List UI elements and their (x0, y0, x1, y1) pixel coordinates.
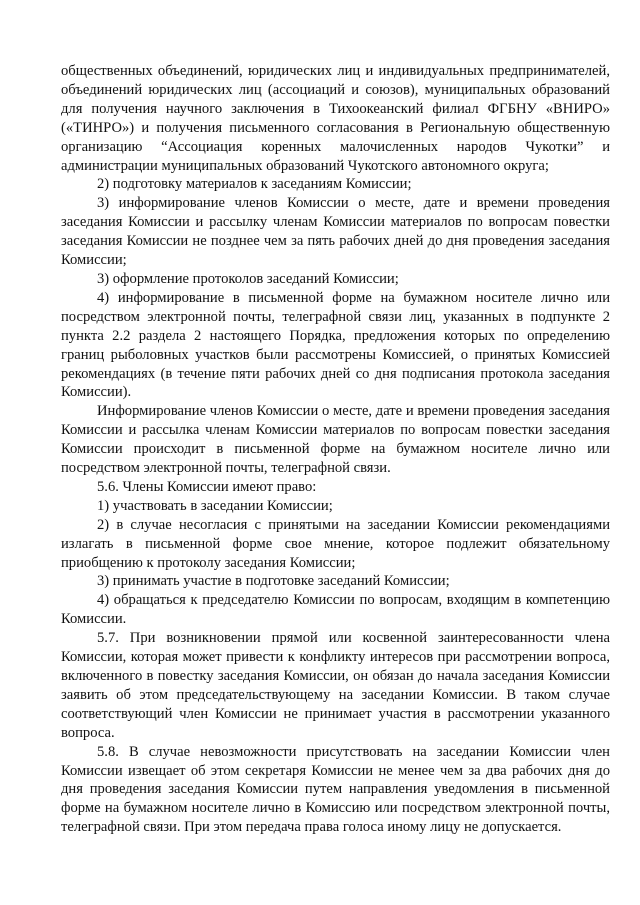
paragraph-item-4-informing: 4) информирование в письменной форме на бумажном носителе лично или посредством электронной почты, телеграфной связи лиц, указанных в подпункте 2 пункта 2.2 раздела 2 настоящего Порядка, предложения которых по определению границ рыболовных участков были рассмотрены Комиссией, о принятых Комиссией рекомендациях (в течение пяти рабочих дней со дня подписания протокола заседания Комиссии). (61, 289, 610, 401)
paragraph-right-1: 1) участвовать в заседании Комиссии; (97, 497, 333, 514)
paragraph-right-3: 3) принимать участие в подготовке заседаний Комиссии; (97, 573, 450, 590)
paragraph-item-3-informing: 3) информирование членов Комиссии о месте, дате и времени проведения заседания Комиссии и рассылку членам Комиссии материалов по вопросам повестки заседания Комиссии не позднее чем за пять рабочих дней до дня проведения заседания Комиссии; (61, 195, 610, 269)
paragraph-item-3-protocols: 3) оформление протоколов заседаний Комиссии; (97, 270, 399, 287)
paragraph-item-2-preparation: 2) подготовку материалов к заседаниям Комиссии; (97, 176, 412, 193)
document-body (61, 62, 610, 837)
paragraph-continuation: общественных объединений, юридических лиц и индивидуальных предпринимателей, объединений юридических лиц (ассоциаций и союзов), муниципальных образований для получения научного заключения в Тихоокеанский филиал ФГБНУ «ВНИРО» («ТИНРО») и получения письменного согласования в Региональную общественную организацию “Ассоциация коренных малочисленных народов Чукотки” и администрации муниципальных образований Чукотского автономного округа; (61, 63, 610, 174)
paragraph-section-5-8: 5.8. В случае невозможности присутствовать на заседании Комиссии член Комиссии извещает об этом секретаря Комиссии не менее чем за два рабочих дня до дня проведения заседания Комиссии путем направления уведомления в письменной форме на бумажном носителе лично в Комиссию или посредством электронной почты, телеграфной связи. При этом передача права голоса иному лицу не допускается. (61, 743, 610, 836)
paragraph-right-2: 2) в случае несогласия с принятыми на заседании Комиссии рекомендациями излагать в письменной форме свое мнение, которое подлежит обязательному приобщению к протоколу заседания Комиссии; (61, 516, 610, 571)
paragraph-informing-members: Информирование членов Комиссии о месте, дате и времени проведения заседания Комиссии и рассылка членам Комиссии материалов по вопросам повестки заседания Комиссии происходит в письменной форме на бумажном носителе лично или посредством электронной почты, телеграфной связи. (61, 403, 610, 477)
paragraph-section-5-7: 5.7. При возникновении прямой или косвенной заинтересованности члена Комиссии, которая может привести к конфликту интересов при рассмотрении вопроса, включенного в повестку заседания Комиссии, он обязан до начала заседания Комиссии заявить об этом председательствующему на заседании Комиссии. В таком случае соответствующий член Комиссии не принимает участия в рассмотрении указанного вопроса. (61, 630, 610, 741)
paragraph-section-5-6: 5.6. Члены Комиссии имеют право: (97, 478, 317, 495)
paragraph-right-4: 4) обращаться к председателю Комиссии по вопросам, входящим в компетенцию Комиссии. (61, 592, 610, 628)
